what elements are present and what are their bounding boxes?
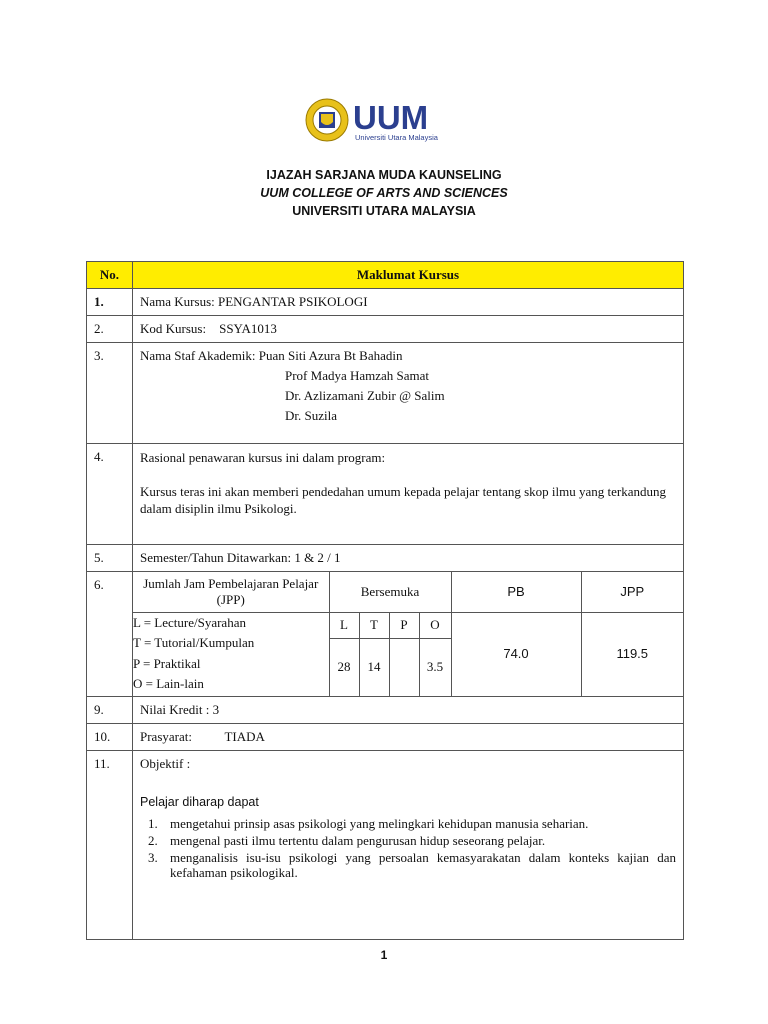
objectives-intro: Pelajar diharap dapat: [140, 795, 259, 809]
legend-item: L = Lecture/Syarahan: [133, 614, 246, 630]
legend-item: O = Lain-lain: [133, 676, 204, 691]
col-no-header: No.: [87, 262, 133, 289]
program-title: IJAZAH SARJANA MUDA KAUNSELING: [266, 168, 502, 182]
legend-item: T = Tutorial/Kumpulan: [133, 635, 255, 650]
table-row: [87, 316, 684, 343]
staff-member: Dr. Suzila: [285, 408, 337, 423]
table-row: [87, 545, 684, 572]
value-p: [389, 638, 419, 696]
legend-item: P = Praktikal: [133, 655, 201, 671]
learning-hours: [133, 572, 684, 697]
table-row: [87, 751, 684, 940]
prerequisite: [133, 724, 684, 751]
prerequisite-value: TIADA: [224, 729, 265, 744]
college-name: UUM COLLEGE OF ARTS AND SCIENCES: [260, 186, 508, 200]
item-text: mengetahui prinsip asas psikologi yang melingkari kehidupan manusia seharian.: [170, 816, 589, 831]
objectives-list: [140, 816, 676, 880]
course-code-value: SSYA1013: [219, 321, 277, 336]
credit-value: Nilai Kredit : 3: [133, 697, 684, 724]
jpp-value: 119.5: [581, 612, 683, 696]
row-number: 2.: [87, 316, 133, 343]
list-item: [140, 850, 676, 880]
learning-hours-table: [133, 572, 683, 696]
item-text: menganalisis isu-isu psikologi yang persoalan kemasyarakatan dalam konteks kajian dan kefahaman psikologikal.: [170, 850, 676, 880]
item-number: 3.: [148, 850, 158, 865]
academic-staff: [133, 343, 684, 444]
staff-member: Dr. Azlizamani Zubir @ Salim: [285, 388, 445, 403]
row-number: 5.: [87, 545, 133, 572]
table-row: [87, 724, 684, 751]
list-item: [140, 816, 676, 831]
sub-header-o: O: [419, 612, 451, 638]
row-number: 3.: [87, 343, 133, 444]
rationale-title: Rasional penawaran kursus ini dalam program:: [140, 450, 386, 465]
course-code-label: Kod Kursus:: [140, 321, 207, 336]
rationale: [133, 444, 684, 545]
staff-label: Nama Staf Akademik:: [140, 348, 256, 363]
row-number: 9.: [87, 697, 133, 724]
jpp-title: Jumlah Jam Pembelajaran Pelajar (JPP): [133, 572, 329, 612]
course-info-table: [86, 261, 684, 940]
col-info-header: Maklumat Kursus: [133, 262, 684, 289]
value-t: 14: [359, 638, 389, 696]
list-item: [140, 833, 676, 848]
row-number: 6.: [87, 572, 133, 697]
row-number: 11.: [87, 751, 133, 940]
row-number: 4.: [87, 444, 133, 545]
pb-value: 74.0: [451, 612, 581, 696]
staff-member: Puan Siti Azura Bt Bahadin: [258, 348, 403, 363]
table-row: [87, 444, 684, 545]
page-number: 1: [380, 948, 388, 962]
logo-subtitle: Universiti Utara Malaysia: [355, 133, 438, 142]
uum-logo: [305, 92, 465, 150]
course-name: Nama Kursus: PENGANTAR PSIKOLOGI: [133, 289, 684, 316]
objectives-title: Objektif :: [140, 756, 191, 771]
pb-header: PB: [451, 572, 581, 612]
hours-legend: [133, 612, 329, 696]
sub-header-p: P: [389, 612, 419, 638]
logo-wordmark: UUM: [353, 99, 429, 136]
course-code: [133, 316, 684, 343]
item-number: 1.: [148, 816, 158, 831]
objectives: [133, 751, 684, 940]
sub-header-t: T: [359, 612, 389, 638]
sub-header-l: L: [329, 612, 359, 638]
rationale-body: Kursus teras ini akan memberi pendedahan umum kepada pelajar tentang skop ilmu yang terkandung dalam disiplin ilmu Psikologi.: [140, 484, 666, 516]
table-row: [87, 572, 684, 697]
row-number: 1.: [87, 289, 133, 316]
semester-offered: Semester/Tahun Ditawarkan: 1 & 2 / 1: [133, 545, 684, 572]
prerequisite-label: Prasyarat:: [140, 729, 192, 744]
university-name: UNIVERSITI UTARA MALAYSIA: [292, 204, 476, 218]
table-row: [87, 343, 684, 444]
value-l: 28: [329, 638, 359, 696]
table-row: [87, 697, 684, 724]
value-o: 3.5: [419, 638, 451, 696]
jpp-header: JPP: [581, 572, 683, 612]
staff-member: Prof Madya Hamzah Samat: [285, 368, 430, 383]
item-text: mengenal pasti ilmu tertentu dalam pengurusan hidup seseorang pelajar.: [170, 833, 546, 848]
table-header-row: [87, 262, 684, 289]
row-number: 10.: [87, 724, 133, 751]
table-row: [87, 289, 684, 316]
bersemuka-header: Bersemuka: [329, 572, 451, 612]
item-number: 2.: [148, 833, 158, 848]
